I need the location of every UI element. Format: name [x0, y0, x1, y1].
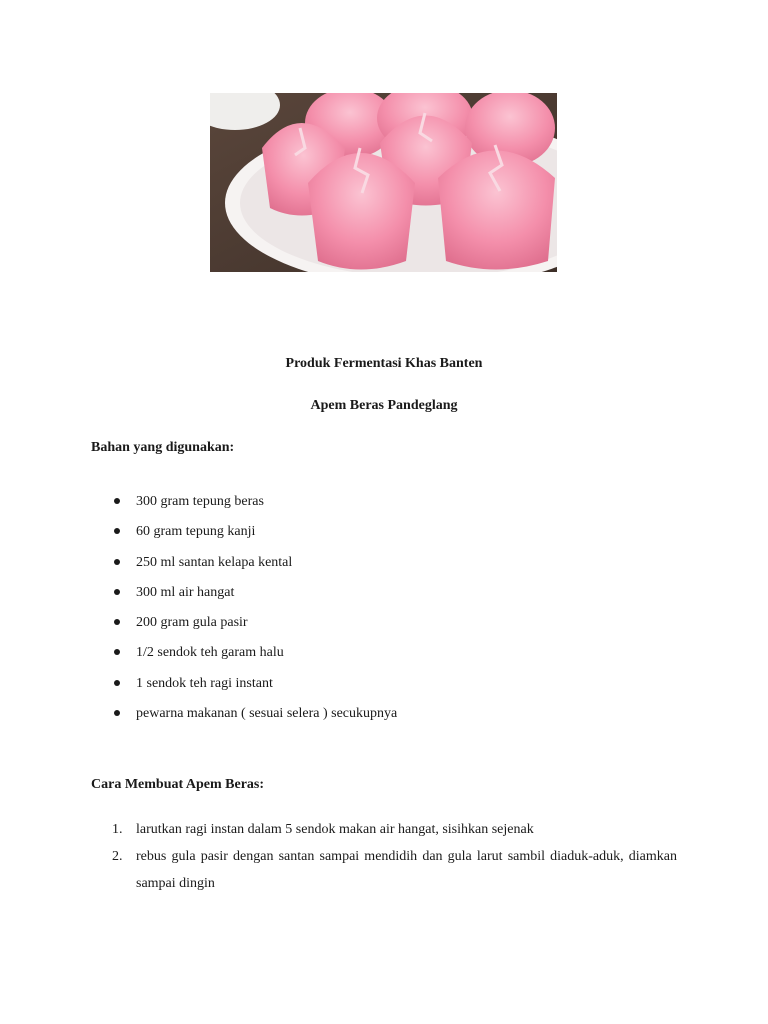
- ingredients-heading: Bahan yang digunakan:: [91, 440, 235, 455]
- list-item: pewarna makanan ( sesuai selera ) secukupnya: [112, 704, 397, 734]
- step-item: [112, 843, 677, 897]
- step-item: [112, 816, 677, 843]
- apem-illustration: [210, 93, 557, 272]
- step-number: 1.: [112, 822, 123, 837]
- bullet-icon: [114, 649, 120, 655]
- bullet-icon: [114, 498, 120, 504]
- list-item: 250 ml santan kelapa kental: [112, 553, 397, 583]
- bullet-icon: [114, 559, 120, 565]
- ingredients-list: [112, 492, 397, 734]
- list-item: 1/2 sendok teh garam halu: [112, 643, 397, 673]
- list-item: 300 ml air hangat: [112, 583, 397, 613]
- step-text: larutkan ragi instan dalam 5 sendok makan air hangat, sisihkan sejenak: [136, 822, 534, 837]
- bullet-icon: [114, 619, 120, 625]
- step-text: rebus gula pasir dengan santan sampai mendidih dan gula larut sambil diaduk-aduk, diamkan sampai dingin: [136, 849, 677, 891]
- recipe-title: Apem Beras Pandeglang: [310, 398, 458, 413]
- method-steps: [112, 816, 677, 897]
- list-item: 300 gram tepung beras: [112, 492, 397, 522]
- list-item: 60 gram tepung kanji: [112, 522, 397, 552]
- list-item: 1 sendok teh ragi instant: [112, 674, 397, 704]
- bullet-icon: [114, 680, 120, 686]
- bullet-icon: [114, 528, 120, 534]
- bullet-icon: [114, 710, 120, 716]
- step-number: 2.: [112, 849, 123, 864]
- page-title: Produk Fermentasi Khas Banten: [285, 356, 483, 371]
- list-item: 200 gram gula pasir: [112, 613, 397, 643]
- apem-photo: [210, 93, 557, 272]
- method-heading: Cara Membuat Apem Beras:: [91, 777, 265, 792]
- bullet-icon: [114, 589, 120, 595]
